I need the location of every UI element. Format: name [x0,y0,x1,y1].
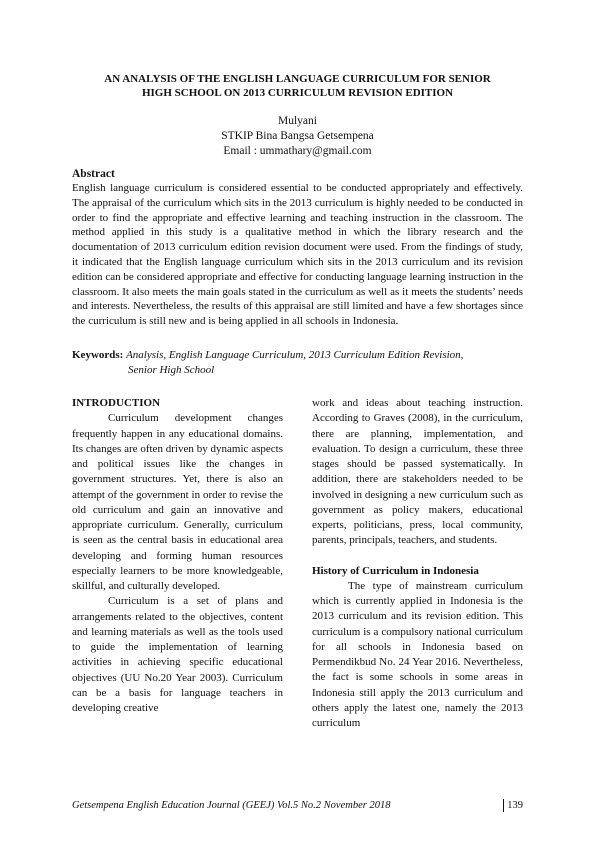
right-paragraph-1: work and ideas about teaching instruction. According to Graves (2008), in the curriculum, there are planning, implementation, and evaluation. To design a curriculum, these three stages should be passed systematically. In addition, there are stakeholders needed to be involved in designing a new curriculum such as government as policy makers, educational experts, politicians, press, local community, parents, principals, teachers, and students. [312,397,523,547]
page-number: 139 [503,799,523,812]
right-column [312,396,523,731]
keywords-text-continued: Senior High School [128,364,215,376]
history-heading: History of Curriculum in Indonesia [312,564,479,577]
author-block [72,114,523,159]
keywords-section [72,348,523,378]
keywords-label: Keywords: [72,349,124,361]
intro-heading: INTRODUCTION [72,397,161,409]
intro-paragraph-2: Curriculum is a set of plans and arrangements related to the objectives, content and learning materials as well as the tools used to guide the implementation of learning activities in achieving specific educational objectives (UU No.20 Year 2003). Curriculum can be a basis for language teachers in developing creative [72,595,283,714]
keywords-text: Analysis, English Language Curriculum, 2013 Curriculum Edition Revision, [126,349,464,361]
author-affiliation: STKIP Bina Bangsa Getsempena [221,130,374,142]
journal-citation: Getsempena English Education Journal (GEEJ) Vol.5 No.2 November 2018 [72,800,391,811]
page-footer [72,799,523,812]
abstract-heading: Abstract [72,168,115,180]
left-column [72,396,283,716]
paper-title [72,72,523,100]
author-email: Email : ummathary@gmail.com [223,145,372,157]
abstract-section [72,167,523,329]
title-line-1: AN ANALYSIS OF THE ENGLISH LANGUAGE CURRICULUM FOR SENIOR [104,73,491,85]
intro-paragraph-1: Curriculum development changes frequently happen in any educational domains. Its changes are often driven by dynamic aspects and political issues like the changes in government structures. Yet, there is also an attempt of the government in order to revise the old curriculum and gain an innovative and appropriate curriculum. Generally, curriculum is seen as the central basis in educational area developing and forming human resources especially learners to be more knowledgeable, skillful, and culturally developed. [72,412,283,592]
section-gap [312,549,523,564]
history-paragraph: The type of mainstream curriculum which is currently applied in Indonesia is the 2013 curriculum and its revision edition. This curriculum is a compulsory national curriculum for all schools in Indonesia based on Permendikbud No. 24 Year 2016. Nevertheless, the fact is some schools in some areas in Indonesia still apply the 2013 curriculum and others apply the latest one, namely the 2013 curriculum [312,579,523,729]
author-name: Mulyani [278,115,317,127]
abstract-text: English language curriculum is considered essential to be conducted appropriately and effectively. The appraisal of the curriculum which sits in the 2013 curriculum is highly needed to be conducted in order to find the appropriate and effective learning and teaching instruction in the classroom. The method applied in this study is a qualitative method in which the library research and the documentation of 2013 curriculum edition revision document were used. From the findings of study, it indicated that the English language curriculum which sits in the 2013 curriculum and its revision edition can be considered appropriate and effective for conducting language learning instruction in the classroom. It also meets the main goals stated in the curriculum as well as it meets the students’ needs and interests. Nevertheless, the results of this appraisal are still limited and have a few shortages since the curriculum is still new and is being applied in all schools in Indonesia. [72,182,523,328]
title-line-2: HIGH SCHOOL ON 2013 CURRICULUM REVISION EDITION [141,87,454,99]
